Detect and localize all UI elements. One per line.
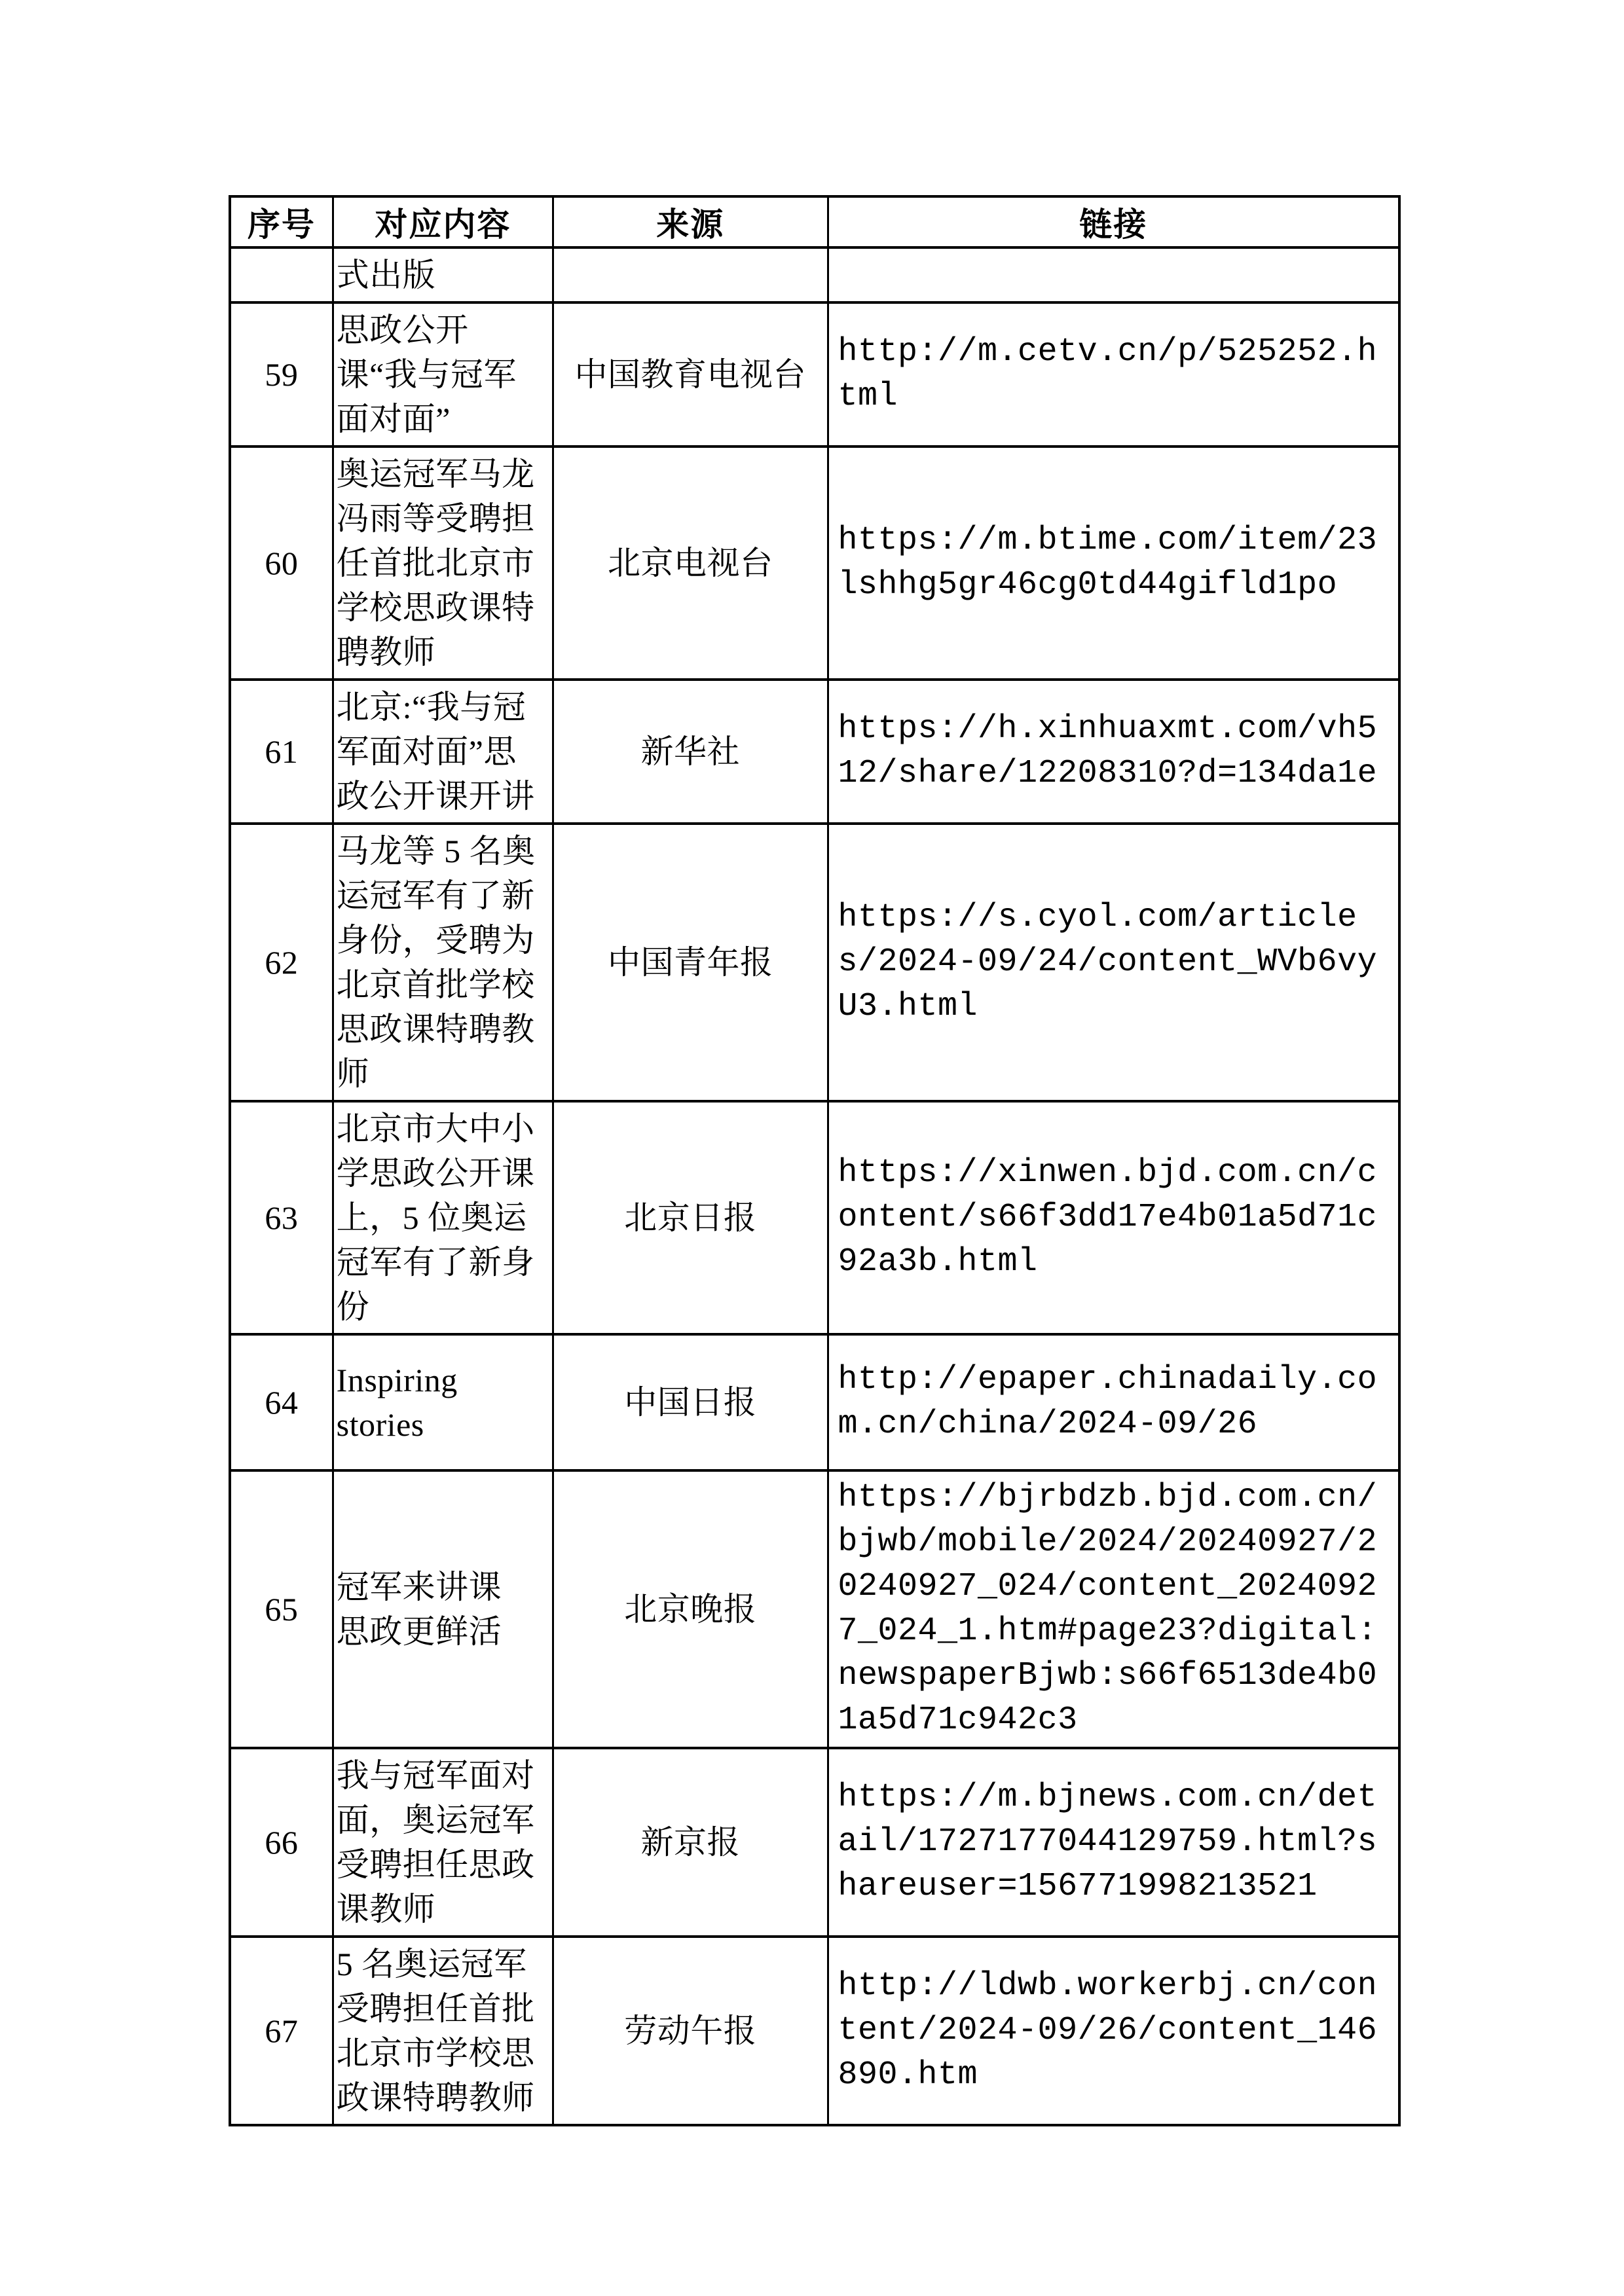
cell-link: https://m.bjnews.com.cn/detail/1727177044129759.html?shareuser=156771998213521 bbox=[828, 1748, 1399, 1937]
cell-source: 中国青年报 bbox=[553, 824, 828, 1101]
cell-number: 62 bbox=[230, 824, 333, 1101]
cell-content: 马龙等 5 名奥运冠军有了新身份，受聘为北京首批学校思政课特聘教师 bbox=[333, 824, 553, 1101]
cell-number: 63 bbox=[230, 1101, 333, 1334]
cell-source: 中国教育电视台 bbox=[553, 302, 828, 446]
cell-source: 新京报 bbox=[553, 1748, 828, 1937]
table-row bbox=[230, 680, 1399, 824]
cell-number: 60 bbox=[230, 446, 333, 680]
cell-number: 67 bbox=[230, 1937, 333, 2125]
table-row bbox=[230, 1334, 1399, 1470]
cell-link: https://xinwen.bjd.com.cn/content/s66f3dd17e4b01a5d71c92a3b.html bbox=[828, 1101, 1399, 1334]
cell-content: 我与冠军面对面，奥运冠军受聘担任思政课教师 bbox=[333, 1748, 553, 1937]
table-row bbox=[230, 824, 1399, 1101]
cell-source bbox=[553, 247, 828, 302]
table-body bbox=[230, 247, 1399, 2125]
column-header-number: 序号 bbox=[230, 196, 333, 247]
cell-source: 新华社 bbox=[553, 680, 828, 824]
cell-link: http://ldwb.workerbj.cn/content/2024-09/26/content_146890.htm bbox=[828, 1937, 1399, 2125]
table-row bbox=[230, 302, 1399, 446]
cell-source: 北京晚报 bbox=[553, 1470, 828, 1748]
media-coverage-table bbox=[229, 195, 1401, 2126]
cell-source: 中国日报 bbox=[553, 1334, 828, 1470]
cell-number: 61 bbox=[230, 680, 333, 824]
header-row bbox=[230, 196, 1399, 247]
column-header-content: 对应内容 bbox=[333, 196, 553, 247]
table-row bbox=[230, 446, 1399, 680]
cell-content: 式出版 bbox=[333, 247, 553, 302]
column-header-source: 来源 bbox=[553, 196, 828, 247]
cell-number: 64 bbox=[230, 1334, 333, 1470]
cell-number: 66 bbox=[230, 1748, 333, 1937]
cell-number bbox=[230, 247, 333, 302]
cell-link: http://m.cetv.cn/p/525252.html bbox=[828, 302, 1399, 446]
cell-content: 思政公开课“我与冠军面对面” bbox=[333, 302, 553, 446]
table-row bbox=[230, 1101, 1399, 1334]
cell-link: https://bjrbdzb.bjd.com.cn/bjwb/mobile/2024/20240927/20240927_024/content_20240927_024_1.htm#page23?digital:newspaperBjwb:s66f6513de4b01a5d71c942c3 bbox=[828, 1470, 1399, 1748]
cell-content: 北京:“我与冠军面对面”思政公开课开讲 bbox=[333, 680, 553, 824]
table-row bbox=[230, 1937, 1399, 2125]
cell-link bbox=[828, 247, 1399, 302]
cell-content: Inspiring stories bbox=[333, 1334, 553, 1470]
table-row bbox=[230, 247, 1399, 302]
column-header-link: 链接 bbox=[828, 196, 1399, 247]
table-row bbox=[230, 1748, 1399, 1937]
cell-number: 65 bbox=[230, 1470, 333, 1748]
cell-number: 59 bbox=[230, 302, 333, 446]
cell-link: https://h.xinhuaxmt.com/vh512/share/12208310?d=134da1e bbox=[828, 680, 1399, 824]
table-row bbox=[230, 1470, 1399, 1748]
cell-content: 冠军来讲课 思政更鲜活 bbox=[333, 1470, 553, 1748]
cell-link: https://s.cyol.com/articles/2024-09/24/content_WVb6vyU3.html bbox=[828, 824, 1399, 1101]
table-header bbox=[230, 196, 1399, 247]
cell-source: 劳动午报 bbox=[553, 1937, 828, 2125]
cell-content: 5 名奥运冠军受聘担任首批北京市学校思政课特聘教师 bbox=[333, 1937, 553, 2125]
cell-source: 北京日报 bbox=[553, 1101, 828, 1334]
cell-content: 奥运冠军马龙冯雨等受聘担任首批北京市学校思政课特聘教师 bbox=[333, 446, 553, 680]
cell-content: 北京市大中小学思政公开课上，5 位奥运冠军有了新身份 bbox=[333, 1101, 553, 1334]
cell-link: http://epaper.chinadaily.com.cn/china/2024-09/26 bbox=[828, 1334, 1399, 1470]
cell-link: https://m.btime.com/item/23lshhg5gr46cg0td44gifld1po bbox=[828, 446, 1399, 680]
cell-source: 北京电视台 bbox=[553, 446, 828, 680]
